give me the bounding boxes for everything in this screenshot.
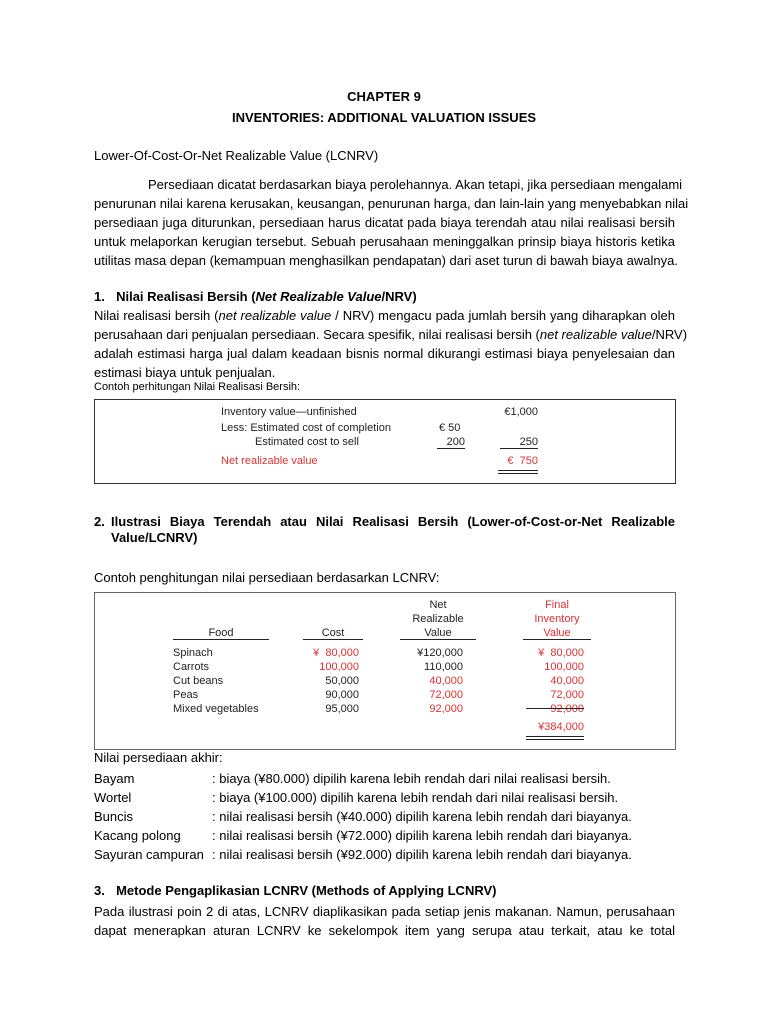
nrv-line3-amount: 200 [437,436,465,449]
section1-heading-a: Nilai Realisasi Bersih ( [116,289,256,304]
nrv-example-caption: Contoh perhitungan Nilai Realisasi Bersih: [94,381,301,393]
header-nrv-1: Net [429,599,447,611]
cell-cost: 90,000 [325,689,359,701]
item-text: : nilai realisasi bersih (¥92.000) dipilih karena lebih rendah dari biayanya. [212,847,632,862]
item-label: Wortel [94,790,132,805]
header-nrv-2: Realizable [412,613,464,625]
chapter-title: INVENTORIES: ADDITIONAL VALUATION ISSUES [231,110,537,125]
cell-final: 72,000 [550,689,584,701]
item-text: : biaya (¥100.000) dipilih karena lebih rendah dari nilai realisasi bersih. [212,790,619,805]
header-cost: Cost [303,627,363,640]
section1-line: adalah estimasi harga jual dalam keadaan bisnis normal dikurangi estimasi biaya penyelesaian dan [94,346,675,361]
section1-paragraph [94,306,688,382]
cell-food: Peas [173,689,199,701]
intro-line: Persediaan dicatat berdasarkan biaya perolehannya. Akan tetapi, jika persediaan mengalami [148,177,683,192]
ending-inventory-item [94,826,675,845]
lcnrv-example-caption: Contoh penghitungan nilai persediaan berdasarkan LCNRV: [94,570,440,585]
header-final-2: Inventory [534,613,580,625]
cell-cost: 50,000 [325,675,359,687]
cell-food: Spinach [173,647,213,659]
section1-number: 1. [94,289,105,304]
lcnrv-table-figure [94,592,676,750]
nrv-line2-label: Less: Estimated cost of completion [221,422,391,434]
cell-cost: 100,000 [319,661,359,673]
header-nrv-3: Value [400,627,476,640]
section3-line: dapat menerapkan aturan LCNRV ke sekelompok item yang serupa atau terkait, atau ke total [94,923,675,938]
cell-cost: ¥ 80,000 [313,647,359,659]
cell-final: ¥ 80,000 [538,647,584,659]
intro-line: untuk melaporkan kerugian tersebut. Sebuah perusahaan meninggalkan prinsip biaya historis ketika [94,234,675,249]
item-label: Buncis [94,809,134,824]
cell-final: 92,000 [550,703,584,715]
cell-food: Carrots [173,661,210,673]
cell-final: 100,000 [544,661,584,673]
nrv-line1-label: Inventory value—unfinished [221,406,357,418]
intro-line: utilitas masa depan (kemampuan menghasilkan pendapatan) dari aset turun di bawah biaya awalnya. [94,253,678,268]
double-underline [498,470,538,471]
section2-heading-line2: Value/LCNRV) [111,530,198,545]
intro-line: persediaan juga diturunkan, persediaan harus dicatat pada biaya terendah atau nilai realisasi bersih [94,215,675,230]
section1-heading-b: /NRV) [381,289,417,304]
intro-line: penurunan nilai karena kerusakan, keusangan, penurunan harga, dan lain-lain yang menyebabkan nilai [94,196,689,211]
total-rule [526,707,584,709]
cell-final: 40,000 [550,675,584,687]
cell-cost: 95,000 [325,703,359,715]
nrv-line3-total: 250 [500,436,538,449]
section3-number: 3. [94,883,105,898]
nrv-calculation-figure [94,399,676,484]
ending-inventory-heading: Nilai persediaan akhir: [94,750,223,765]
cell-food: Mixed vegetables [173,703,259,715]
section3-line: Pada ilustrasi poin 2 di atas, LCNRV diaplikasikan pada setiap jenis makanan. Namun, perusahaan [94,904,675,919]
item-label: Kacang polong [94,828,181,843]
lcnrv-heading: Lower-Of-Cost-Or-Net Realizable Value (LCNRV) [94,148,379,163]
cell-nrv: 72,000 [429,689,463,701]
section3-paragraph [94,902,675,940]
section2-heading [94,514,675,545]
table-total: ¥384,000 [538,721,584,733]
section1-line: perusahaan dari penjualan persediaan. Secara spesifik, nilai realisasi bersih (net realizable value/NRV) [94,327,688,342]
double-underline [526,739,584,740]
section1-line: Nilai realisasi bersih (net realizable value / NRV) mengacu pada jumlah bersih yang diharapkan oleh [94,308,675,323]
item-label: Sayuran campuran [94,847,204,862]
cell-food: Cut beans [173,675,224,687]
item-label: Bayam [94,771,135,786]
item-text: : biaya (¥80.000) dipilih karena lebih rendah dari nilai realisasi bersih. [212,771,611,786]
item-text: : nilai realisasi bersih (¥72.000) dipilih karena lebih rendah dari biayanya. [212,828,632,843]
section1-heading [94,289,417,304]
nrv-line4-label: Net realizable value [221,455,318,467]
section1-heading-italic: Net Realizable Value [255,289,382,304]
header-final-3: Value [523,627,591,640]
ending-inventory-item [94,788,675,807]
section3-heading-text: Metode Pengaplikasian LCNRV (Methods of Applying LCNRV) [116,883,497,898]
double-underline [498,473,538,474]
chapter-number: CHAPTER 9 [347,89,421,104]
nrv-line3-label: Estimated cost to sell [255,436,359,448]
ending-inventory-list [94,769,675,864]
nrv-line2-amount: € 50 [439,422,461,434]
cell-nrv: 40,000 [429,675,463,687]
cell-nrv: 92,000 [429,703,463,715]
double-underline [526,736,584,737]
cell-nrv: ¥120,000 [417,647,463,659]
header-food: Food [173,627,269,640]
ending-inventory-item [94,769,675,788]
section2-number: 2. [94,514,105,529]
header-final-1: Final [545,599,569,611]
intro-paragraph [94,175,689,270]
item-text: : nilai realisasi bersih (¥40.000) dipilih karena lebih rendah dari biayanya. [212,809,632,824]
section1-line: estimasi biaya untuk penjualan. [94,365,276,380]
section2-heading-line1: Ilustrasi Biaya Terendah atau Nilai Realisasi Bersih (Lower-of-Cost-or-Net Realizable [111,514,675,529]
ending-inventory-item [94,845,675,864]
section3-heading [94,883,497,898]
ending-inventory-item [94,807,675,826]
nrv-line1-total: €1,000 [504,406,538,418]
cell-nrv: 110,000 [424,661,463,673]
nrv-line4-total: € 750 [507,455,538,467]
